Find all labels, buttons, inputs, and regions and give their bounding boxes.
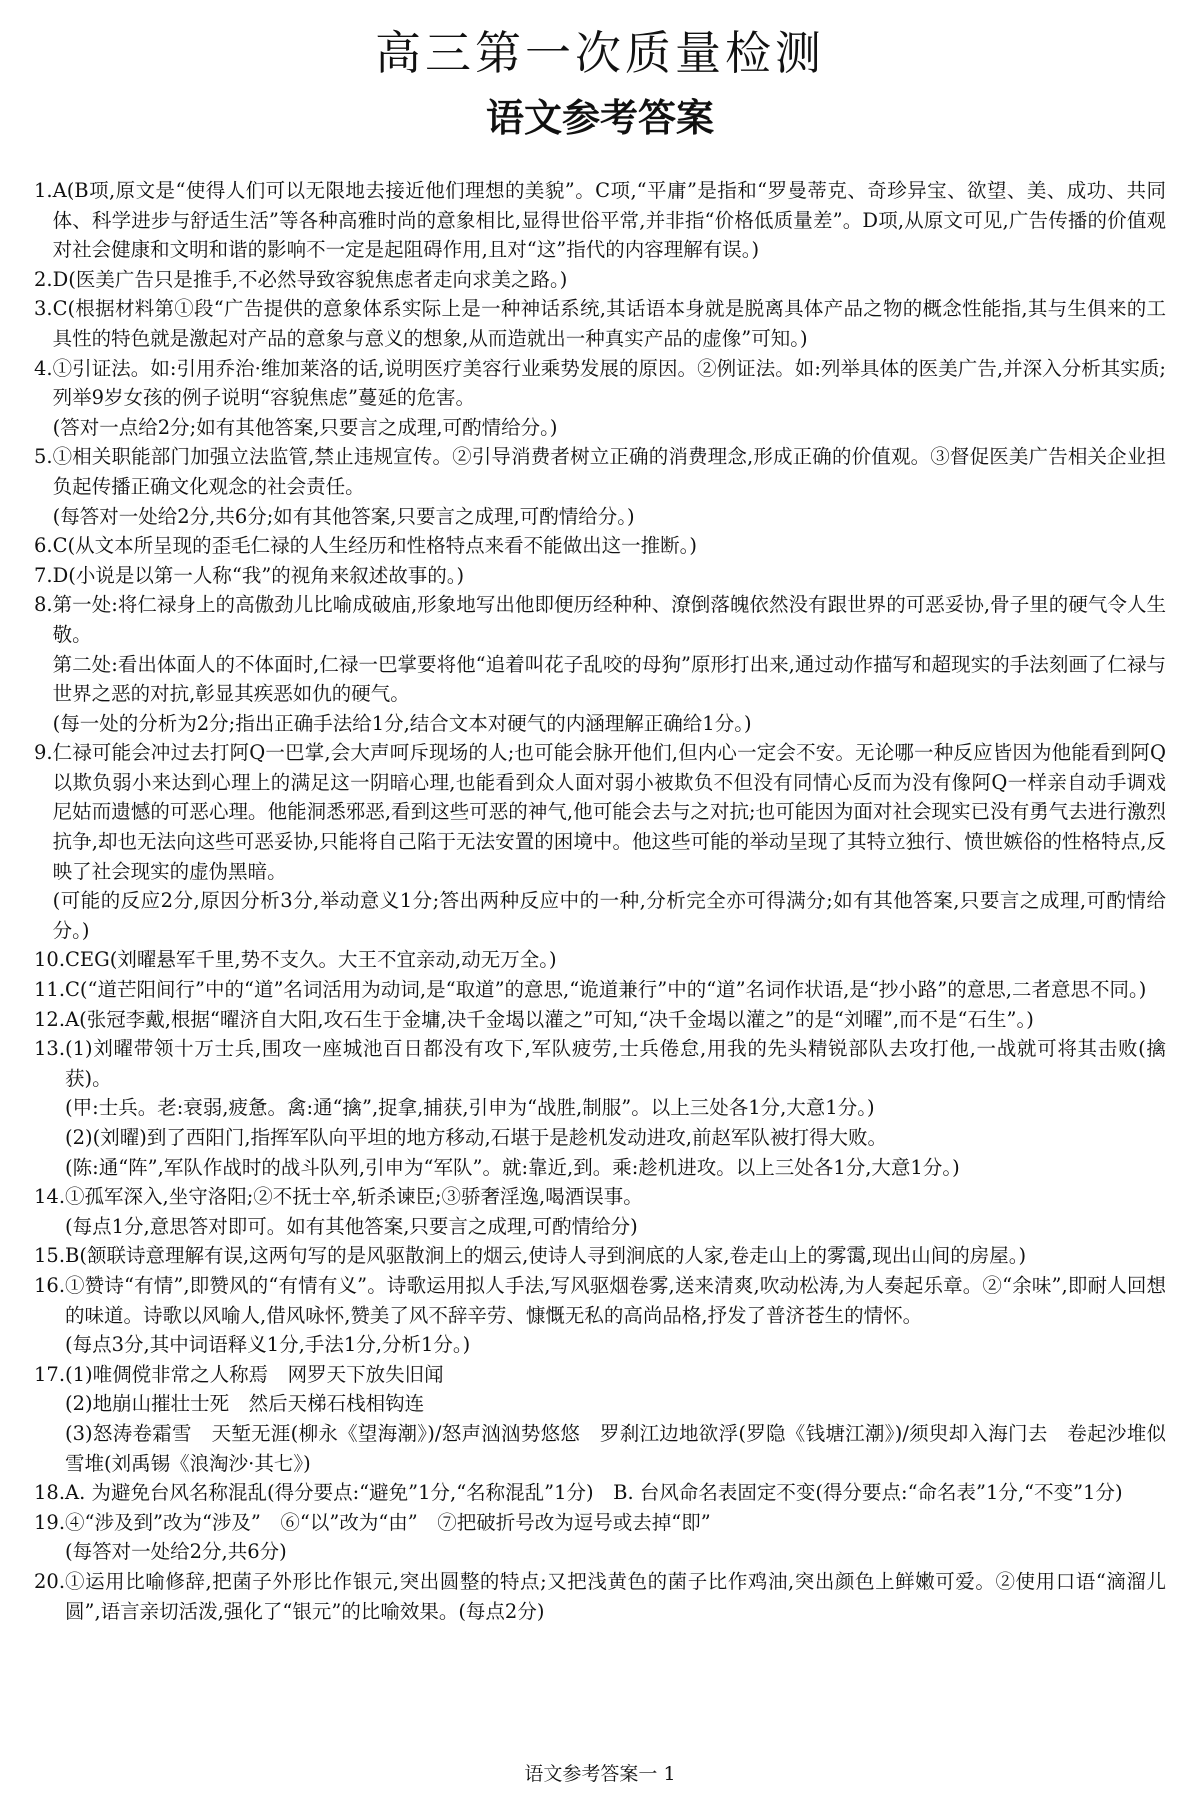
answer-line: C(从文本所呈现的歪毛仁禄的人生经历和性格特点来看不能做出这一推断。) [52,534,697,558]
answer-number: 13. [34,1037,66,1061]
answer-line: (3)怒涛卷霜雪 天堑无涯(柳永《望海潮》)/怒声汹汹势悠悠 罗刹江边地欲浮(罗隐《钱塘江潮》)/须臾却入海门去 卷起沙堆似雪堆(刘禹锡《浪淘沙·其七》) [65,1421,1166,1475]
answer-line: B(颔联诗意理解有误,这两句写的是风驱散涧上的烟云,使诗人寻到涧底的人家,卷走山上的雾霭,现出山间的房屋。) [65,1244,1027,1268]
answer-number: 19. [34,1510,66,1534]
answer-body [65,1005,1166,1035]
answer-body [65,1360,1166,1478]
answer-item [34,561,1166,591]
answer-number: 4. [34,356,53,380]
answer-line: (每答对一处给2分,共6分;如有其他答案,只要言之成理,可酌情给分。) [52,504,635,528]
answer-line: (1)刘曜带领十万士兵,围攻一座城池百日都没有攻下,军队疲劳,士兵倦怠,用我的先头精锐部队去攻打他,一战就可将其击败(擒获)。 [65,1037,1166,1090]
answer-number: 5. [34,445,53,469]
answer-line: ①运用比喻修辞,把菌子外形比作银元,突出圆整的特点;又把浅黄色的菌子比作鸡油,突出颜色上鲜嫩可爱。②使用口语“滴溜儿圆”,语言亲切活泼,强化了“银元”的比喻效果。(每点2分) [65,1569,1166,1623]
answer-line: ①相关职能部门加强立法监管,禁止违规宣传。②引导消费者树立正确的消费理念,形成正确的价值观。③督促医美广告相关企业担负起传播正确文化观念的社会责任。 [52,445,1166,498]
answer-body [65,1508,1166,1567]
answer-item [34,590,1166,738]
answer-item [34,738,1166,945]
answer-number: 18. [34,1481,66,1505]
answer-number: 17. [34,1362,66,1386]
answer-number: 7. [34,563,53,587]
answer-body [65,1478,1166,1508]
answer-line: 第二处:看出体面人的不体面时,仁禄一巴掌要将他“追着叫花子乱咬的母狗”原形打出来,通过动作描写和超现实的手法刻画了仁禄与世界之恶的对抗,彰显其疾恶如仇的硬气。 [52,652,1166,706]
answer-item [34,1241,1166,1271]
answer-body [53,531,1166,561]
answer-line: C(“道芒阳间行”中的“道”名词活用为动词,是“取道”的意思,“诡道兼行”中的“道”名词作状语,是“抄小路”的意思,二者意思不同。) [65,978,1147,1002]
answer-line: CEG(刘曜悬军千里,势不支久。大王不宜亲动,动无万全。) [65,948,557,972]
answer-item [34,354,1166,443]
answer-line: C(根据材料第①段“广告提供的意象体系实际上是一种神话系统,其话语本身就是脱离具体产品之物的概念性能指,其与生俱来的工具性的特色就是激起对产品的意象与意义的想象,从而造就出一种真实产品的虚像”可知。) [52,297,1166,350]
answer-item [34,531,1166,561]
answer-body [65,1182,1166,1241]
answer-line: (2)(刘曜)到了西阳门,指挥军队向平坦的地方移动,石堪于是趁机发动进攻,前赵军队被打得大败。 [65,1126,887,1149]
answer-number: 11. [34,978,66,1002]
answer-line: ④“涉及到”改为“涉及” ⑥“以”改为“由” ⑦把破折号改为逗号或去掉“即” [65,1510,711,1534]
answer-body [53,294,1166,353]
answer-item [34,1271,1166,1360]
answer-body [65,945,1166,975]
answer-line: A(张冠李戴,根据“曜济自大阳,攻石生于金墉,决千金堨以灌之”可知,“决千金堨以灌之”的是“刘曜”,而不是“石生”。) [65,1007,1034,1031]
answer-number: 16. [34,1273,66,1297]
answer-item [34,1360,1166,1478]
page-title: 高三第一次质量检测 [375,26,825,80]
answer-line: (2)地崩山摧壮士死 然后天梯石栈相钩连 [65,1392,425,1416]
answer-line: A(B项,原文是“使得人们可以无限地去接近他们理想的美貌”。C项,“平庸”是指和“罗曼蒂克、奇珍异宝、欲望、美、成功、共同体、科学进步与舒适生活”等各种高雅时尚的意象相比,显得世俗平常,并非指“价格低质量差”。D项,从原文可见,广告传播的价值观对社会健康和文明和谐的影响不一定是起阻碍作用,且对“这”指代的内容理解有误。) [52,179,1166,262]
answer-item [34,1508,1166,1567]
answer-body [65,1567,1166,1626]
answer-line: A. 为避免台风名称混乱(得分要点:“避免”1分,“名称混乱”1分) B. 台风命名表固定不变(得分要点:“命名表”1分,“不变”1分) [65,1481,1123,1505]
page-footer: 语文参考答案一 1 [524,1763,676,1785]
answer-list [34,176,1166,1626]
answer-line: (每点1分,意思答对即可。如有其他答案,只要言之成理,可酌情给分) [65,1214,638,1238]
answer-item [34,1478,1166,1508]
answer-item [34,975,1166,1005]
answer-line: (可能的反应2分,原因分析3分,举动意义1分;答出两种反应中的一种,分析完全亦可得满分;如有其他答案,只要言之成理,可酌情给分。) [52,889,1166,942]
answer-line: 第一处:将仁禄身上的高傲劲儿比喻成破庙,形象地写出他即便历经种种、潦倒落魄依然没有跟世界的可恶妥协,骨子里的硬气令人生敬。 [52,593,1166,646]
answer-item [34,265,1166,295]
answer-line: D(小说是以第一人称“我”的视角来叙述故事的。) [52,563,465,587]
answer-body [53,561,1166,591]
answer-body [53,354,1166,443]
page-subtitle: 语文参考答案 [485,95,714,140]
answer-number: 14. [34,1185,66,1209]
answer-line: (每答对一处给2分,共6分) [65,1540,287,1564]
answer-number: 10. [34,948,66,972]
answer-number: 1. [34,179,53,202]
answer-item [34,294,1166,353]
answer-line: (1)唯倜傥非常之人称焉 网罗天下放失旧闻 [65,1362,444,1386]
answer-item [34,1182,1166,1241]
answer-body [65,975,1166,1005]
answer-body [65,1241,1166,1271]
answer-number: 8. [34,593,53,617]
answer-item [34,1034,1166,1182]
answer-line: (甲:士兵。老:衰弱,疲惫。禽:通“擒”,捉拿,捕获,引申为“战胜,制服”。以上三处各1分,大意1分。) [65,1096,875,1120]
answer-line: (每点3分,其中词语释义1分,手法1分,分析1分。) [65,1333,471,1357]
answer-body [53,176,1166,265]
answer-number: 15. [34,1244,66,1268]
answer-line: (每一处的分析为2分;指出正确手法给1分,结合文本对硬气的内涵理解正确给1分。) [52,711,752,735]
answer-body [53,738,1166,945]
answer-line: ①赞诗“有情”,即赞风的“有情有义”。诗歌运用拟人手法,写风驱烟卷雾,送来清爽,吹动松涛,为人奏起乐章。②“余味”,即耐人回想的味道。诗歌以风喻人,借风咏怀,赞美了风不辞辛劳、慷慨无私的高尚品格,抒发了普济苍生的情怀。 [65,1273,1166,1327]
answer-item [34,442,1166,531]
answer-item [34,1567,1166,1626]
answer-item [34,945,1166,975]
answer-body [53,442,1166,531]
answer-line: D(医美广告只是推手,不必然导致容貌焦虑者走向求美之路。) [52,267,568,291]
answer-line: ①引证法。如:引用乔治·维加莱洛的话,说明医疗美容行业乘势发展的原因。②例证法。如:列举具体的医美广告,并深入分析其实质;列举9岁女孩的例子说明“容貌焦虑”蔓延的危害。 [52,356,1166,410]
answer-item [34,176,1166,265]
answer-number: 9. [34,741,53,765]
answer-number: 12. [34,1007,66,1031]
answer-number: 20. [34,1569,66,1593]
answer-item [34,1005,1166,1035]
answer-number: 6. [34,534,53,558]
answer-body [53,265,1166,295]
answer-body [53,590,1166,738]
answer-body [65,1034,1166,1182]
answer-line: ①孤军深入,坐守洛阳;②不抚士卒,斩杀谏臣;③骄奢淫逸,喝酒误事。 [65,1185,643,1209]
answer-line: (陈:通“阵”,军队作战时的战斗队列,引申为“军队”。就:靠近,到。乘:趁机进攻。以上三处各1分,大意1分。) [65,1155,960,1179]
answer-line: 仁禄可能会冲过去打阿Q一巴掌,会大声呵斥现场的人;也可能会脉开他们,但内心一定会不安。无论哪一种反应皆因为他能看到阿Q以欺负弱小来达到心理上的满足这一阴暗心理,也能看到众人面对弱小被欺负不但没有同情心反而为没有像阿Q一样亲自动手调戏尼姑而遗憾的可恶心理。他能洞悉邪恶,看到这些可恶的神气,他可能会去与之对抗;也可能因为面对社会现实已没有勇气去进行激烈抗争,却也无法向这些可恶妥协,只能将自己陷于无法安置的困境中。他这些可能的举动呈现了其特立独行、愤世嫉俗的性格特点,反映了社会现实的虚伪黑暗。 [52,741,1166,883]
answer-number: 3. [34,297,53,321]
answer-line: (答对一点给2分;如有其他答案,只要言之成理,可酌情给分。) [52,415,558,439]
answer-body [65,1271,1166,1360]
answer-number: 2. [34,267,53,291]
